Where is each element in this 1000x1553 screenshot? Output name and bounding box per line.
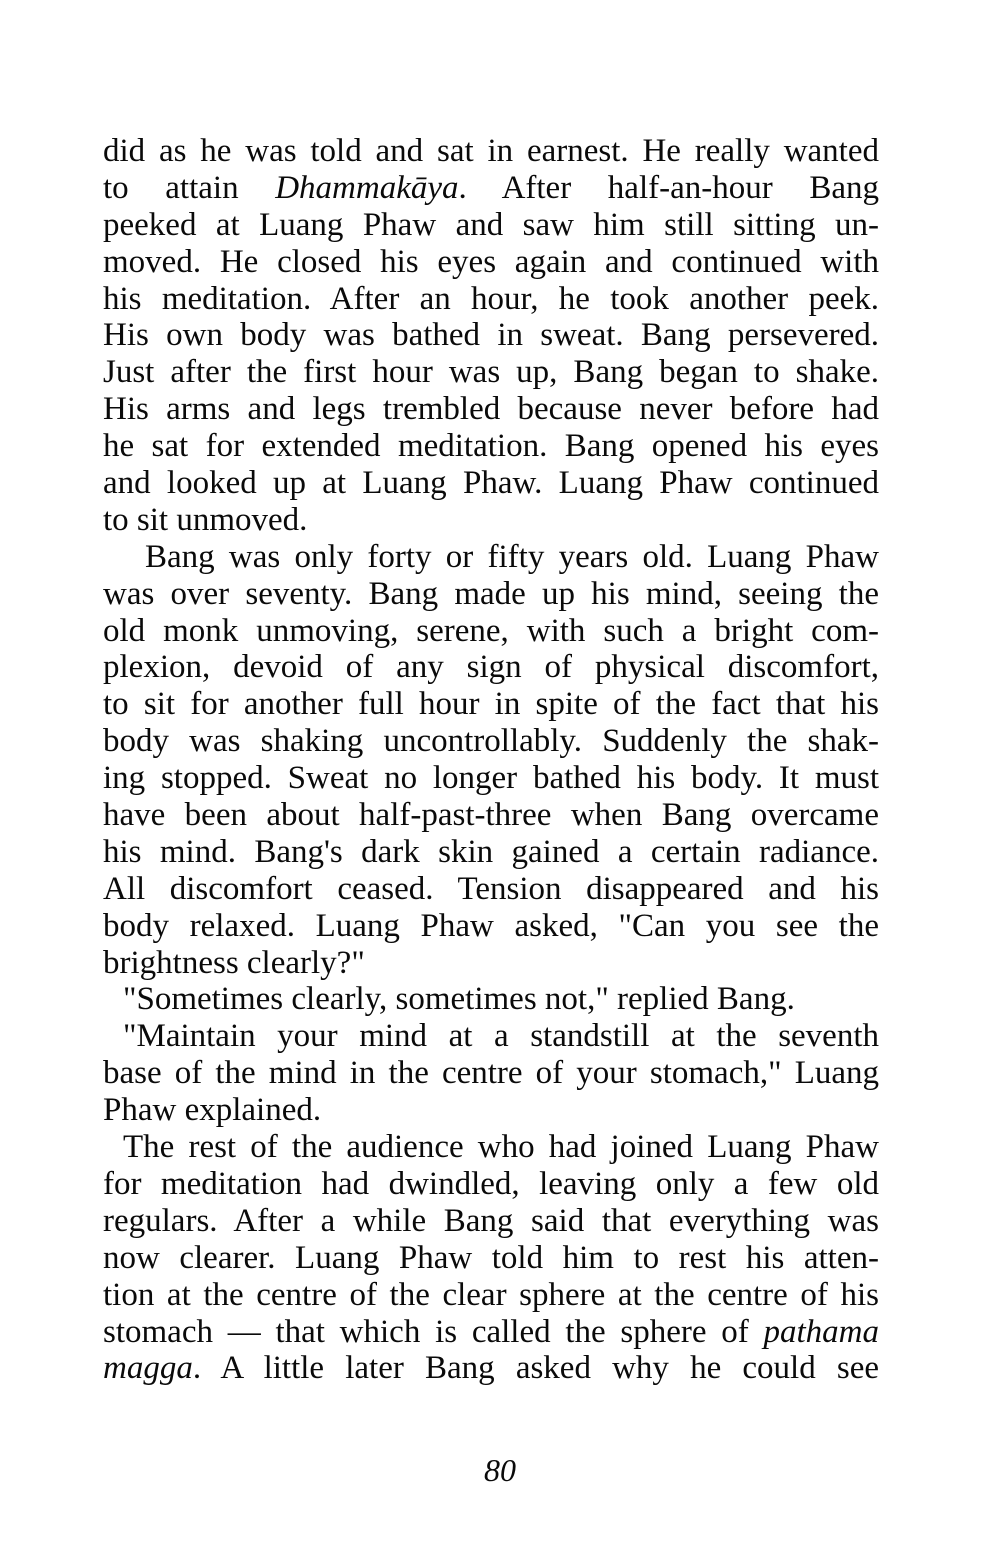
text-line: base of the mind in the centre of your stomach," Luang <box>103 1055 879 1092</box>
text-line: magga. A little later Bang asked why he could see <box>103 1350 879 1387</box>
page-body <box>103 133 879 1387</box>
text-line: regulars. After a while Bang said that everything was <box>103 1202 879 1239</box>
text-line: to sit for another full hour in spite of the fact that his <box>103 686 879 723</box>
text-line: was over seventy. Bang made up his mind, seeing the <box>103 575 879 612</box>
text-line: Just after the first hour was up, Bang began to shake. <box>103 354 879 391</box>
text-line: ing stopped. Sweat no longer bathed his body. It must <box>103 760 879 797</box>
text-line: now clearer. Luang Phaw told him to rest his atten- <box>103 1239 879 1276</box>
text-line: body relaxed. Luang Phaw asked, "Can you see the <box>103 907 879 944</box>
text-line: stomach — that which is called the sphere of pathama <box>103 1313 879 1350</box>
text-line: his mind. Bang's dark skin gained a certain radiance. <box>103 833 879 870</box>
text-line: plexion, devoid of any sign of physical discomfort, <box>103 649 879 686</box>
text-line: to sit unmoved. <box>103 501 308 538</box>
text-line: have been about half-past-three when Bang overcame <box>103 797 879 834</box>
paragraph-first-line: "Sometimes clearly, sometimes not," replied Bang. <box>123 981 795 1018</box>
text-line: His own body was bathed in sweat. Bang persevered. <box>103 317 879 354</box>
paragraph-first-line: "Maintain your mind at a standstill at the seventh <box>123 1018 879 1055</box>
text-line: Phaw explained. <box>103 1092 322 1129</box>
text-line: he sat for extended meditation. Bang opened his eyes <box>103 428 879 465</box>
text-line: body was shaking uncontrollably. Suddenly the shak- <box>103 723 879 760</box>
text-line: peeked at Luang Phaw and saw him still sitting un- <box>103 206 879 243</box>
italic-term: Dhammakāya <box>275 169 459 206</box>
page-number: 80 <box>484 1452 516 1488</box>
paragraph-first-line: Bang was only forty or fifty years old. Luang Phaw <box>145 538 879 575</box>
text-line: his meditation. After an hour, he took another peek. <box>103 280 879 317</box>
text-line: moved. He closed his eyes again and continued with <box>103 243 879 280</box>
text-line: did as he was told and sat in earnest. He really wanted <box>103 133 879 169</box>
paragraph-first-line: The rest of the audience who had joined Luang Phaw <box>123 1129 879 1166</box>
text-line: brightness clearly?" <box>103 944 365 981</box>
italic-term: magga <box>103 1350 193 1387</box>
text-line: to attain Dhammakāya. After half-an-hour Bang <box>103 169 880 206</box>
text-line: old monk unmoving, serene, with such a bright com- <box>103 612 879 649</box>
text-line: tion at the centre of the clear sphere at the centre of his <box>103 1276 879 1313</box>
text-line: All discomfort ceased. Tension disappeared and his <box>103 870 879 907</box>
text-line: and looked up at Luang Phaw. Luang Phaw continued <box>103 465 879 502</box>
text-line: for meditation had dwindled, leaving only a few old <box>103 1165 879 1202</box>
text-line: His arms and legs trembled because never before had <box>103 391 879 428</box>
italic-term: pathama <box>763 1313 879 1350</box>
